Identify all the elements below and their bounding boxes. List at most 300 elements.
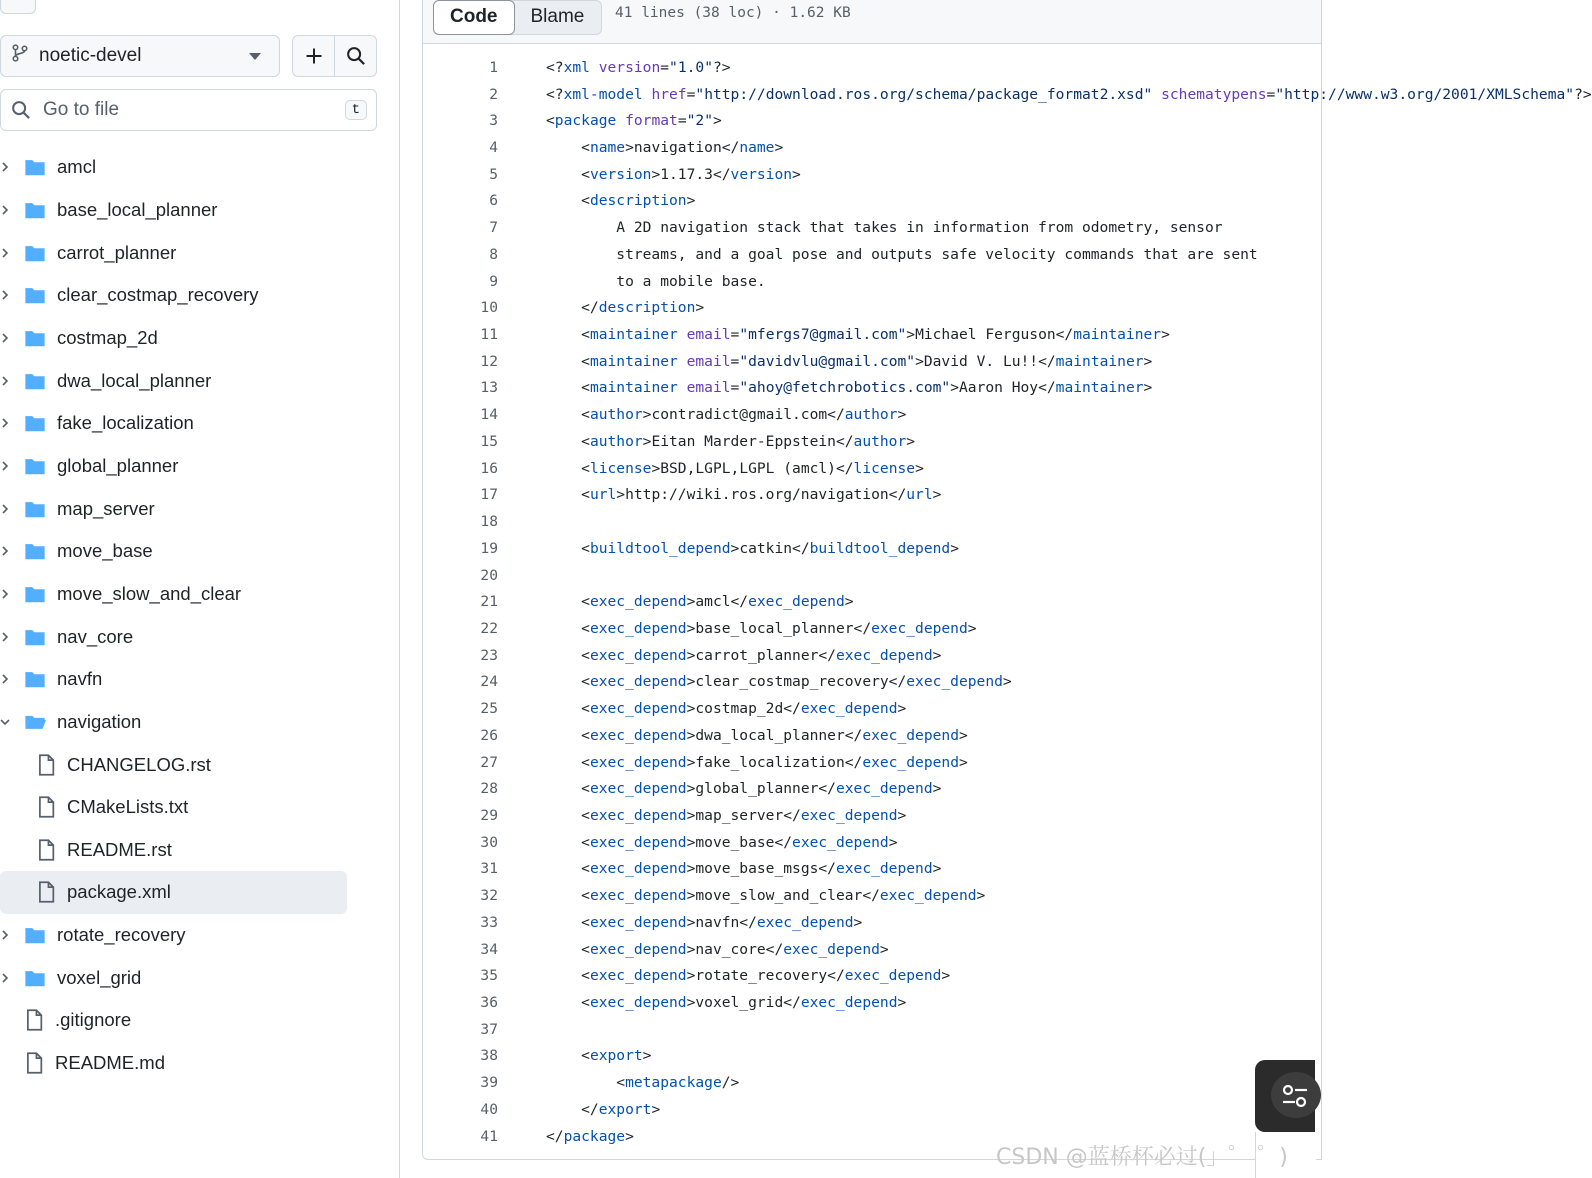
code-token: </ (546, 1100, 599, 1118)
keyboard-shortcut-hint: t (345, 100, 367, 120)
line-number[interactable]: 8 (489, 245, 498, 263)
tree-item-label: costmap_2d (57, 326, 158, 348)
code-token: maintainer (589, 379, 678, 397)
code-token: to a mobile base. (546, 272, 766, 290)
folder-icon (24, 371, 46, 391)
code-token: < (546, 726, 590, 744)
code-token: exec_depend (879, 887, 977, 905)
code-token: exec_depend (800, 807, 898, 824)
code-line (423, 749, 968, 776)
code-line (423, 455, 924, 482)
code-token: < (546, 406, 590, 424)
code-token: > (1161, 326, 1170, 344)
code-token: exec_depend (835, 780, 933, 798)
code-token: > (1002, 673, 1012, 691)
code-token: < (546, 860, 590, 878)
code-token: >http://wiki.ros.org/navigation</ (616, 486, 907, 504)
code-token: description (598, 299, 696, 317)
code-token: < (546, 940, 590, 958)
code-token: exec_depend (589, 887, 687, 905)
line-content (546, 326, 1170, 343)
line-content (546, 460, 924, 477)
code-line (423, 81, 1592, 108)
plus-icon (304, 46, 324, 66)
code-token: > (625, 1127, 634, 1145)
tab-blame[interactable]: Blame (530, 6, 585, 27)
code-line (423, 214, 1223, 241)
git-branch-icon (11, 43, 29, 69)
code-token: < (546, 486, 590, 504)
code-token: "mfergs7@gmail.com" (739, 326, 907, 344)
code-line (423, 428, 916, 455)
collapse-sidebar-button[interactable] (0, 0, 36, 14)
branch-selector[interactable] (0, 35, 280, 77)
code-token: xml (563, 58, 590, 76)
code-token: description (589, 192, 687, 210)
code-line (423, 642, 942, 669)
chevron-right-icon[interactable] (0, 416, 12, 430)
code-token: exec_depend (748, 593, 845, 611)
line-content (546, 299, 704, 316)
folder-icon (24, 413, 46, 433)
tree-folder[interactable] (0, 445, 399, 488)
line-number[interactable]: 25 (480, 700, 498, 718)
line-number[interactable]: 32 (480, 887, 498, 905)
search-code-button[interactable] (334, 36, 376, 76)
tree-item-label: map_server (57, 497, 155, 519)
code-line (423, 962, 951, 989)
tree-item-label: fake_localization (57, 412, 194, 434)
code-token: /> (721, 1074, 740, 1092)
code-token (678, 326, 687, 343)
code-token: < (546, 780, 590, 798)
code-token: exec_depend (589, 807, 687, 824)
tree-folder[interactable] (0, 530, 399, 573)
line-number[interactable]: 11 (480, 326, 498, 344)
chevron-right-icon[interactable] (0, 971, 12, 985)
code-token: > (932, 780, 942, 798)
line-number[interactable]: 17 (480, 486, 498, 504)
code-token: >navfn</ (686, 913, 757, 931)
code-token: = (677, 112, 687, 130)
code-token: author (844, 406, 898, 424)
branch-name: noetic-devel (39, 45, 142, 66)
code-token: < (546, 539, 590, 557)
tree-item-label: navigation (57, 710, 142, 732)
line-content (546, 834, 897, 851)
tree-item-label: README.md (55, 1052, 165, 1074)
line-number[interactable]: 10 (480, 299, 498, 317)
line-number[interactable]: 2 (489, 85, 498, 103)
chevron-down-icon (249, 53, 261, 60)
code-token: email (686, 379, 731, 397)
code-token: > (897, 406, 907, 424)
chevron-right-icon[interactable] (0, 374, 12, 388)
tree-file[interactable] (0, 829, 399, 872)
line-content (546, 994, 906, 1011)
code-token: xml-model (563, 85, 643, 103)
line-content (546, 1074, 739, 1091)
tree-item-label: carrot_planner (57, 241, 177, 263)
code-token: "davidvlu@gmail.com" (739, 352, 916, 370)
code-token: < (546, 432, 590, 450)
file-icon (36, 754, 56, 776)
code-token: exec_depend (589, 860, 687, 878)
code-line (423, 989, 907, 1016)
code-token: exec_depend (589, 940, 687, 958)
code-token: > (686, 192, 696, 210)
code-token: exec_depend (835, 860, 933, 878)
tree-folder[interactable] (0, 914, 399, 957)
code-line (423, 188, 696, 215)
chevron-right-icon[interactable] (0, 630, 12, 644)
tree-item-label: CMakeLists.txt (67, 796, 189, 818)
code-token: > (897, 994, 907, 1012)
folder-open-icon (24, 712, 46, 732)
code-token: < (546, 619, 590, 637)
code-token: > (897, 807, 907, 824)
chevron-right-icon[interactable] (0, 928, 12, 942)
code-token: maintainer (589, 352, 678, 370)
code-token: export (598, 1100, 652, 1118)
code-token: > (932, 486, 942, 504)
code-token: </ (546, 299, 599, 317)
chevron-right-icon[interactable] (0, 160, 12, 174)
line-content (546, 1047, 651, 1064)
tree-folder[interactable] (0, 146, 399, 189)
tree-item-label: navfn (57, 668, 103, 690)
code-token: > (958, 726, 968, 744)
chevron-right-icon[interactable] (0, 288, 12, 302)
code-line (423, 562, 498, 589)
line-number[interactable]: 40 (480, 1100, 498, 1118)
code-token: >global_planner</ (686, 780, 836, 798)
code-token: < (546, 165, 590, 183)
go-to-file-input[interactable] (0, 89, 377, 131)
chevron-right-icon[interactable] (0, 203, 12, 217)
tree-folder[interactable] (0, 658, 399, 701)
line-content (546, 647, 941, 664)
line-content (546, 1101, 660, 1118)
file-icon (36, 881, 56, 903)
tree-folder[interactable] (0, 359, 399, 402)
code-token: > (897, 700, 907, 718)
add-file-button[interactable] (293, 36, 334, 76)
tree-file[interactable] (0, 786, 399, 829)
line-number[interactable]: 22 (480, 619, 498, 637)
code-token: > (967, 619, 977, 637)
line-content (546, 620, 977, 637)
tree-folder[interactable] (0, 231, 399, 274)
tree-folder[interactable] (0, 615, 399, 658)
tree-item-label: move_slow_and_clear (57, 582, 242, 604)
code-token: ?> (712, 58, 731, 76)
code-token: > (1143, 352, 1153, 370)
code-token: </ (546, 1127, 564, 1145)
chevron-right-icon[interactable] (0, 331, 12, 345)
line-number[interactable]: 34 (480, 940, 498, 958)
folder-icon (24, 328, 46, 348)
code-line (423, 107, 722, 134)
code-token: > (915, 459, 924, 477)
chevron-right-icon[interactable] (0, 459, 12, 473)
line-number[interactable]: 18 (480, 513, 498, 531)
tree-item-label: dwa_local_planner (57, 369, 212, 391)
line-content (546, 379, 1152, 396)
line-content (546, 727, 968, 744)
file-viewer (400, 0, 1592, 1178)
line-number[interactable]: 27 (480, 753, 498, 771)
code-token: > (906, 432, 916, 450)
code-token (590, 59, 599, 76)
code-line (423, 722, 968, 749)
chevron-down-icon[interactable] (0, 715, 12, 729)
code-line (423, 1016, 498, 1043)
code-token: > (958, 753, 968, 771)
code-token: "ahoy@fetchrobotics.com" (739, 379, 951, 397)
folder-icon (24, 627, 46, 647)
code-token: buildtool_depend (809, 539, 951, 557)
line-number[interactable]: 1 (489, 58, 498, 76)
code-token (616, 112, 625, 129)
code-line (423, 615, 977, 642)
line-number[interactable]: 24 (480, 673, 498, 691)
code-token: A 2D navigation stack that takes in information from odometry, sensor (546, 219, 1223, 237)
code-token: = (730, 326, 740, 344)
line-number[interactable]: 33 (480, 913, 498, 931)
code-token: "http://download.ros.org/schema/package_format2.xsd" (695, 85, 1153, 103)
tree-item-label: CHANGELOG.rst (67, 753, 211, 775)
folder-icon (24, 669, 46, 689)
code-token: exec_depend (589, 753, 687, 771)
line-number[interactable]: 36 (480, 994, 498, 1012)
code-token (1152, 86, 1161, 103)
code-line (423, 54, 731, 81)
code-token: < (546, 112, 555, 130)
tree-folder[interactable] (0, 487, 399, 530)
line-number[interactable]: 20 (480, 566, 498, 584)
code-token: email (686, 352, 731, 370)
code-token: exec_depend (589, 994, 687, 1012)
code-token: maintainer (1055, 379, 1144, 397)
line-number[interactable]: 14 (480, 406, 498, 424)
folder-icon (24, 499, 46, 519)
line-number[interactable]: 6 (489, 192, 498, 210)
file-tree (0, 146, 399, 1084)
code-token: exec_depend (835, 646, 933, 664)
line-content (546, 860, 941, 877)
code-token: >move_slow_and_clear</ (686, 887, 880, 905)
code-token: package (563, 1127, 626, 1145)
code-token: >amcl</ (686, 593, 749, 611)
code-token: version (589, 165, 652, 183)
code-token: >nav_core</ (686, 940, 784, 958)
line-number[interactable]: 13 (480, 379, 498, 397)
code-token: > (932, 860, 942, 878)
line-content (546, 673, 1012, 690)
code-token: < (546, 994, 590, 1012)
tree-item-label: voxel_grid (57, 966, 142, 988)
tree-file[interactable] (0, 1042, 399, 1085)
chevron-right-icon[interactable] (0, 502, 12, 516)
code-line (423, 482, 942, 509)
file-header (422, 0, 1322, 44)
line-number[interactable]: 16 (480, 459, 498, 477)
code-token: < (546, 833, 590, 851)
code-token: < (546, 192, 590, 210)
code-token: >navigation</ (625, 139, 740, 156)
code-token: > (932, 646, 942, 664)
tree-file[interactable] (0, 999, 399, 1042)
code-token: >carrot_planner</ (686, 646, 836, 664)
line-number[interactable]: 30 (480, 833, 498, 851)
code-token: > (712, 112, 722, 130)
search-icon (11, 100, 31, 120)
line-number[interactable]: 15 (480, 432, 498, 450)
tree-folder[interactable] (0, 701, 399, 744)
code-token: exec_depend (589, 780, 687, 798)
tree-folder[interactable] (0, 573, 399, 616)
code-token: < (546, 646, 590, 664)
tree-item-label: nav_core (57, 625, 134, 647)
tree-item-label: base_local_planner (57, 198, 218, 220)
line-number[interactable]: 12 (480, 352, 498, 370)
line-number[interactable]: 19 (480, 539, 498, 557)
code-token: href (651, 85, 687, 103)
tree-folder[interactable] (0, 317, 399, 360)
line-number[interactable]: 38 (480, 1047, 498, 1065)
code-token: maintainer (589, 326, 678, 344)
chevron-right-icon[interactable] (0, 544, 12, 558)
code-token: > (1143, 379, 1153, 397)
tree-item-label: .gitignore (55, 1009, 132, 1031)
line-number[interactable]: 21 (480, 593, 498, 611)
line-number[interactable]: 7 (489, 219, 498, 237)
chevron-right-icon[interactable] (0, 587, 12, 601)
code-token: schematypens (1161, 85, 1267, 103)
code-token: streams, and a goal pose and outputs safe velocity commands that are sent (546, 245, 1258, 263)
code-line (423, 535, 959, 562)
code-token: version (730, 165, 793, 183)
code-token: = (660, 58, 670, 76)
copilot-panel-button[interactable] (1255, 1060, 1315, 1132)
chevron-right-icon[interactable] (0, 246, 12, 260)
code-token: exec_depend (783, 940, 880, 958)
code-token: = (730, 379, 740, 397)
line-content (546, 540, 959, 557)
code-token: exec_depend (756, 913, 854, 931)
line-content (546, 139, 783, 156)
code-token: email (686, 326, 731, 344)
code-token: author (589, 406, 643, 424)
tree-item-label: package.xml (67, 881, 171, 903)
code-line (423, 829, 898, 856)
line-number[interactable]: 29 (480, 807, 498, 824)
file-icon (36, 839, 56, 861)
code-line (423, 1043, 652, 1070)
code-token: > (774, 139, 784, 156)
chevron-right-icon[interactable] (0, 672, 12, 686)
code-line (423, 321, 1170, 348)
line-number[interactable]: 23 (480, 646, 498, 664)
code-token: metapackage (625, 1074, 722, 1092)
tab-code[interactable]: Code (433, 0, 515, 35)
code-view[interactable] (422, 44, 1592, 1160)
line-number[interactable]: 28 (480, 780, 498, 798)
code-line (423, 856, 942, 883)
tree-actions (292, 35, 377, 77)
line-number[interactable]: 41 (480, 1127, 498, 1145)
code-token: < (546, 459, 590, 477)
code-line (423, 401, 907, 428)
code-token: package (554, 112, 617, 130)
line-content (546, 914, 862, 931)
line-number[interactable]: 26 (480, 726, 498, 744)
code-token: < (546, 673, 590, 691)
tree-file[interactable] (0, 743, 399, 786)
code-token: format (625, 112, 678, 130)
code-token: exec_depend (844, 967, 942, 985)
tree-folder[interactable] (0, 274, 399, 317)
line-number[interactable]: 3 (489, 112, 498, 130)
tree-file[interactable] (0, 871, 347, 914)
line-number[interactable]: 31 (480, 860, 498, 878)
code-token: >Aaron Hoy</ (950, 379, 1056, 397)
line-content (546, 807, 906, 824)
code-token: < (546, 753, 590, 771)
code-token: >Eitan Marder-Eppstein</ (642, 432, 854, 450)
line-number[interactable]: 5 (489, 165, 498, 183)
go-to-file-placeholder: Go to file (43, 99, 120, 120)
code-token: exec_depend (862, 753, 959, 771)
code-token: name (589, 139, 626, 156)
line-number[interactable]: 9 (489, 272, 498, 290)
settings-sliders-icon (1271, 1072, 1321, 1118)
code-token: < (546, 967, 590, 985)
tree-folder[interactable] (0, 402, 399, 445)
line-content (546, 433, 915, 450)
code-token: < (546, 913, 590, 931)
code-line (423, 882, 986, 909)
code-token (678, 379, 687, 396)
tree-folder[interactable] (0, 189, 399, 232)
line-number[interactable]: 37 (480, 1020, 498, 1038)
tree-item-label: README.rst (67, 838, 172, 860)
file-stats: 41 lines (38 loc) · 1.62 KB (615, 5, 851, 21)
code-token: = (1266, 85, 1276, 103)
line-content (546, 754, 968, 771)
line-number[interactable]: 35 (480, 967, 498, 985)
line-content (546, 593, 854, 610)
code-line (423, 268, 766, 295)
code-token: >costmap_2d</ (686, 700, 801, 718)
code-token: >1.17.3</ (651, 165, 731, 183)
line-number[interactable]: 4 (489, 139, 498, 156)
folder-icon (24, 285, 46, 305)
line-content (546, 353, 1152, 370)
code-line (423, 134, 784, 161)
line-number[interactable]: 39 (480, 1074, 498, 1092)
tree-folder[interactable] (0, 956, 399, 999)
code-token: > (695, 299, 705, 317)
code-token (678, 353, 687, 370)
code-token: >move_base</ (686, 833, 793, 851)
code-line (423, 1069, 740, 1096)
code-token: exec_depend (906, 673, 1003, 691)
line-content (546, 486, 941, 503)
code-line (423, 802, 907, 829)
code-token: < (546, 139, 590, 156)
